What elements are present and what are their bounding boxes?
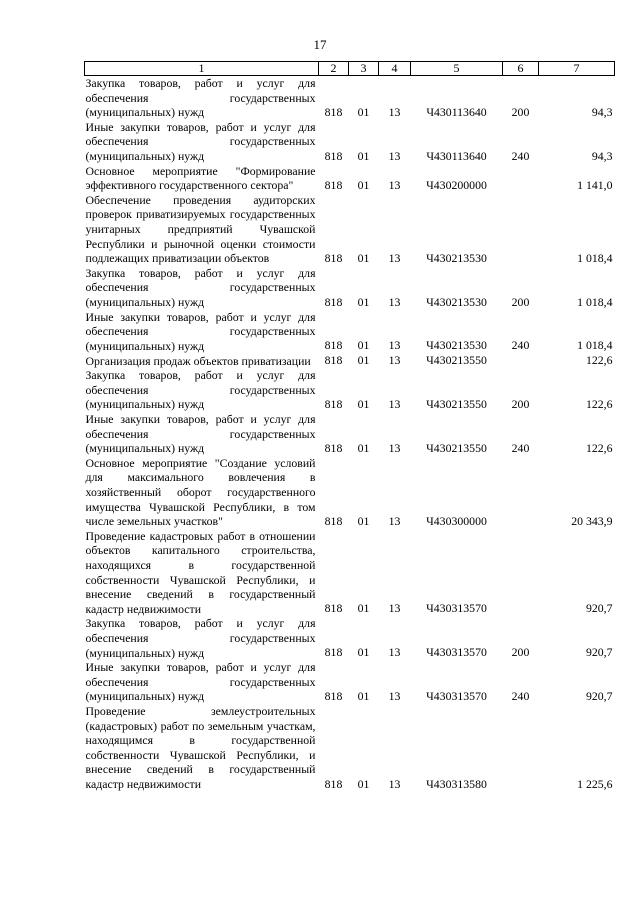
row-expense-type: 200 xyxy=(511,104,530,119)
row-grbs: 818 xyxy=(324,338,343,353)
row-name: Организация продаж объектов приватизации xyxy=(85,353,311,368)
table-row xyxy=(85,164,615,193)
row-sum: 1 018,4 xyxy=(577,250,613,265)
table-row xyxy=(85,616,615,660)
row-target-article: Ч430313580 xyxy=(426,776,487,791)
row-name: Основное мероприятие "Создание условий для максимального вовлечения в хозяйственный оборот государственного имущества Чувашской Республики, в том числе земельных участков" xyxy=(85,455,316,529)
row-grbs: 818 xyxy=(324,601,343,616)
row-sum: 920,7 xyxy=(585,688,613,703)
row-sum: 122,6 xyxy=(585,397,613,412)
row-expense-type xyxy=(503,456,539,529)
row-target-article: Ч430213530 xyxy=(426,250,487,265)
table-row xyxy=(85,412,615,456)
header-col-6: 6 xyxy=(503,62,539,76)
page-number: 17 xyxy=(313,37,327,52)
row-target-article: Ч430313570 xyxy=(426,688,487,703)
budget-table xyxy=(84,61,615,792)
row-grbs: 818 xyxy=(324,645,343,660)
row-target-article: Ч430213550 xyxy=(426,440,487,455)
row-section: 01 xyxy=(357,513,370,528)
row-subsection: 13 xyxy=(388,250,401,265)
table-row xyxy=(85,193,615,266)
row-section: 01 xyxy=(357,353,370,368)
row-name: Иные закупки товаров, работ и услуг для обеспечения государственных (муниципальных) нужд xyxy=(85,660,316,704)
row-name: Иные закупки товаров, работ и услуг для обеспечения государственных (муниципальных) нужд xyxy=(85,412,316,456)
row-subsection: 13 xyxy=(388,338,401,353)
row-section: 01 xyxy=(357,688,370,703)
row-section: 01 xyxy=(357,104,370,119)
row-subsection: 13 xyxy=(388,601,401,616)
row-section: 01 xyxy=(357,250,370,265)
row-expense-type xyxy=(503,193,539,266)
row-grbs: 818 xyxy=(324,776,343,791)
row-sum: 94,3 xyxy=(591,148,613,163)
row-grbs: 818 xyxy=(324,688,343,703)
row-sum: 1 141,0 xyxy=(577,177,613,192)
header-row xyxy=(85,62,615,76)
row-expense-type: 240 xyxy=(511,688,530,703)
row-grbs: 818 xyxy=(324,513,343,528)
row-section: 01 xyxy=(357,338,370,353)
table-row xyxy=(85,660,615,704)
table-row xyxy=(85,353,615,368)
row-subsection: 13 xyxy=(388,104,401,119)
row-name: Закупка товаров, работ и услуг для обеспечения государственных (муниципальных) нужд xyxy=(85,616,316,660)
row-target-article: Ч430300000 xyxy=(426,513,487,528)
row-name: Иные закупки товаров, работ и услуг для обеспечения государственных (муниципальных) нужд xyxy=(85,309,316,353)
row-section: 01 xyxy=(357,148,370,163)
header-col-2: 2 xyxy=(319,62,349,76)
row-sum: 920,7 xyxy=(585,645,613,660)
row-section: 01 xyxy=(357,601,370,616)
table-row xyxy=(85,266,615,310)
row-subsection: 13 xyxy=(388,513,401,528)
row-expense-type xyxy=(503,164,539,193)
row-expense-type xyxy=(503,704,539,792)
row-name: Основное мероприятие "Формирование эффективного государственного сектора" xyxy=(85,163,316,193)
row-subsection: 13 xyxy=(388,148,401,163)
row-section: 01 xyxy=(357,177,370,192)
row-section: 01 xyxy=(357,397,370,412)
row-expense-type: 200 xyxy=(511,645,530,660)
row-target-article: Ч430113640 xyxy=(426,148,487,163)
row-section: 01 xyxy=(357,645,370,660)
row-sum: 122,6 xyxy=(585,440,613,455)
row-target-article: Ч430113640 xyxy=(426,104,487,119)
table-row xyxy=(85,310,615,354)
table-row xyxy=(85,529,615,617)
row-name: Проведение землеустроительных (кадастровых) работ по земельным участкам, находящимся в государственной собственности Чувашской Республики, и внесение сведений в государственный кадастр недвижимости xyxy=(85,703,316,791)
table-row xyxy=(85,76,615,120)
row-target-article: Ч430213550 xyxy=(426,353,487,368)
header-col-4: 4 xyxy=(379,62,411,76)
row-sum: 1 018,4 xyxy=(577,338,613,353)
row-sum: 1 225,6 xyxy=(577,776,613,791)
row-grbs: 818 xyxy=(324,104,343,119)
row-section: 01 xyxy=(357,294,370,309)
row-expense-type: 240 xyxy=(511,338,530,353)
row-subsection: 13 xyxy=(388,294,401,309)
table-row xyxy=(85,704,615,792)
row-target-article: Ч430213530 xyxy=(426,294,487,309)
header-col-5: 5 xyxy=(411,62,503,76)
row-grbs: 818 xyxy=(324,177,343,192)
row-sum: 1 018,4 xyxy=(577,294,613,309)
row-target-article: Ч430200000 xyxy=(426,177,487,192)
header-col-1: 1 xyxy=(85,62,319,76)
row-expense-type: 240 xyxy=(511,440,530,455)
row-name: Проведение кадастровых работ в отношении объектов капитального строительства, находящихся в государственной собственности Чувашской Республики, и внесение сведений в государственный кадастр недвижимости xyxy=(85,528,316,616)
row-subsection: 13 xyxy=(388,397,401,412)
row-sum: 20 343,9 xyxy=(571,513,613,528)
row-target-article: Ч430213530 xyxy=(426,338,487,353)
row-section: 01 xyxy=(357,776,370,791)
row-grbs: 818 xyxy=(324,294,343,309)
row-name: Обеспечение проведения аудиторских проверок приватизируемых государственных унитарных предприятий Чувашской Республики и рыночной оценки стоимости подлежащих приватизации объектов xyxy=(85,192,316,266)
row-expense-type: 240 xyxy=(511,148,530,163)
row-subsection: 13 xyxy=(388,688,401,703)
table-row xyxy=(85,456,615,529)
row-expense-type xyxy=(503,529,539,617)
row-target-article: Ч430213550 xyxy=(426,397,487,412)
table-row xyxy=(85,368,615,412)
row-name: Закупка товаров, работ и услуг для обеспечения государственных (муниципальных) нужд xyxy=(85,76,316,120)
row-section: 01 xyxy=(357,440,370,455)
row-expense-type: 200 xyxy=(511,397,530,412)
table-row xyxy=(85,120,615,164)
row-name: Закупка товаров, работ и услуг для обеспечения государственных (муниципальных) нужд xyxy=(85,265,316,309)
row-sum: 122,6 xyxy=(585,353,613,368)
row-expense-type: 200 xyxy=(511,294,530,309)
row-subsection: 13 xyxy=(388,776,401,791)
row-sum: 920,7 xyxy=(585,601,613,616)
header-col-7: 7 xyxy=(539,62,615,76)
row-target-article: Ч430313570 xyxy=(426,601,487,616)
row-name: Закупка товаров, работ и услуг для обеспечения государственных (муниципальных) нужд xyxy=(85,368,316,412)
row-grbs: 818 xyxy=(324,148,343,163)
row-target-article: Ч430313570 xyxy=(426,645,487,660)
row-sum: 94,3 xyxy=(591,104,613,119)
row-subsection: 13 xyxy=(388,353,401,368)
row-grbs: 818 xyxy=(324,353,343,368)
row-grbs: 818 xyxy=(324,250,343,265)
row-name: Иные закупки товаров, работ и услуг для обеспечения государственных (муниципальных) нужд xyxy=(85,119,316,163)
row-subsection: 13 xyxy=(388,177,401,192)
header-col-3: 3 xyxy=(349,62,379,76)
row-subsection: 13 xyxy=(388,645,401,660)
row-grbs: 818 xyxy=(324,440,343,455)
row-expense-type xyxy=(503,353,539,368)
row-grbs: 818 xyxy=(324,397,343,412)
row-subsection: 13 xyxy=(388,440,401,455)
